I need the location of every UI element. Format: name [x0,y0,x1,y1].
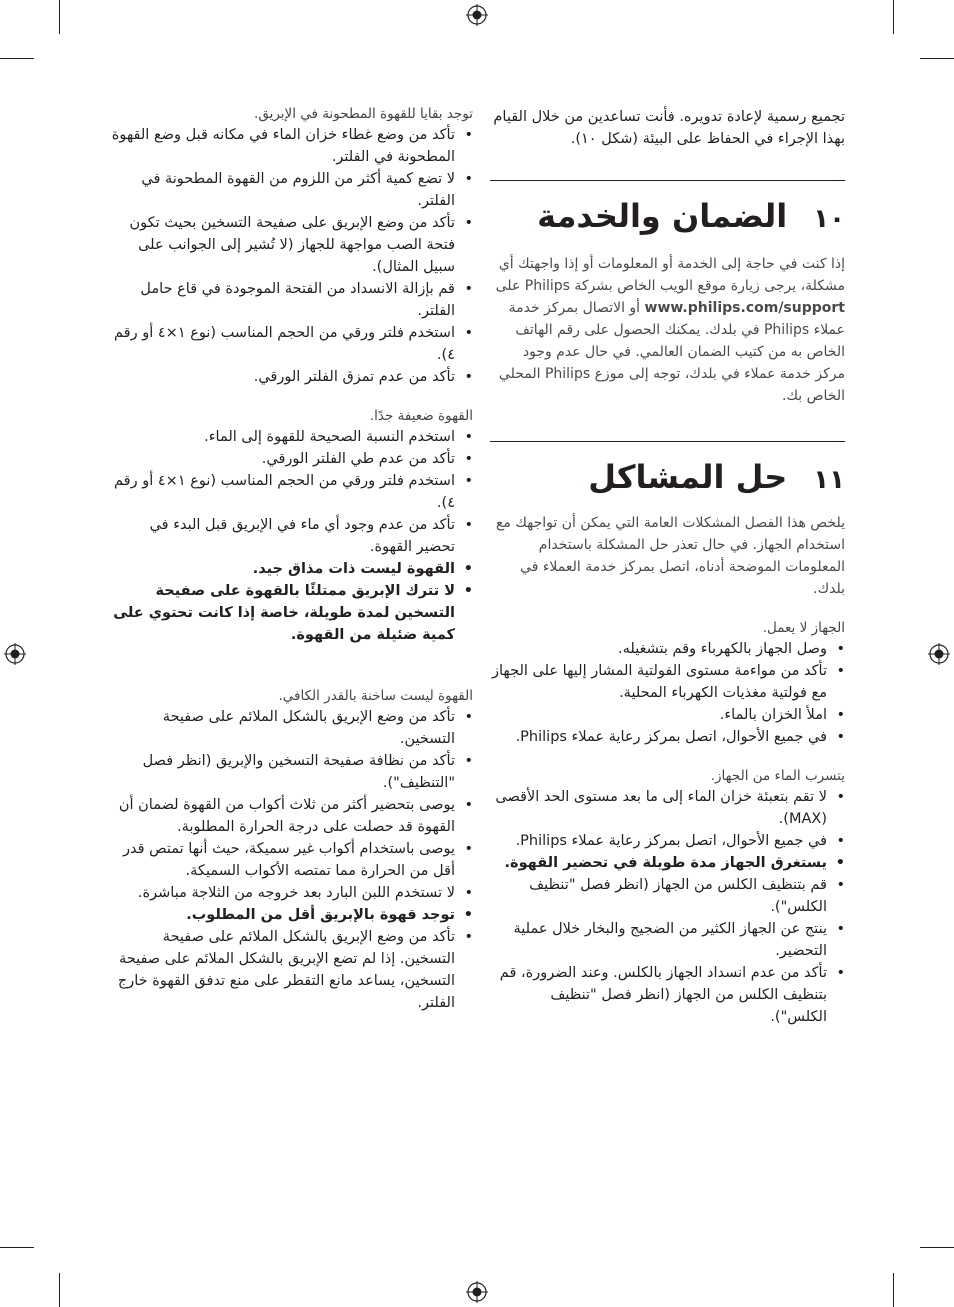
list-item: • يوصى بتحضير أكثر من ثلاث أكواب من القهوة لضمان أن القهوة قد حصلت على درجة الحرارة المطلوبة. [107,794,473,838]
list-item: • لا تقم بتعبئة خزان الماء إلى ما بعد مستوى الحد الأقصى (MAX). [490,786,845,830]
bullet-list [107,426,473,646]
crop-mark [893,1273,894,1307]
bullet-list [490,638,845,748]
bullet-list [107,706,473,1014]
registration-mark-icon [4,643,26,665]
section-number: ١١ [813,465,845,495]
registration-mark-icon [928,643,950,665]
list-item: • قم بتنظيف الكلس من الجهاز (انظر فصل "تنظيف الكلس"). [490,874,845,918]
left-column [107,104,473,1014]
bullet-list [107,124,473,388]
list-item: • استخدم النسبة الصحيحة للقهوة إلى الماء. [107,426,473,448]
list-item: • في جميع الأحوال، اتصل بمركز رعاية عملاء Philips. [490,726,845,748]
list-item: • استخدم فلتر ورقي من الحجم المناسب (نوع ١×٤ أو رقم ٤). [107,322,473,366]
list-item: • لا تترك الإبريق ممتلئًا بالقهوة على صفيحة التسخين لمدة طويلة، خاصة إذا كانت تحتوي على كمية ضئيلة من القهوة. [107,580,473,646]
list-item: • يستغرق الجهاز مدة طويلة في تحضير القهوة. [490,852,845,874]
registration-mark-icon [466,4,488,26]
list-item: • تأكد من عدم انسداد الجهاز بالكلس. وعند الضرورة، قم بتنظيف الكلس من الجهاز (انظر فصل "تنظيف الكلس"). [490,962,845,1028]
list-item: • استخدم فلتر ورقي من الحجم المناسب (نوع ١×٤ أو رقم ٤). [107,470,473,514]
crop-mark [59,1273,60,1307]
section-divider [490,180,845,181]
group-title: الجهاز لا يعمل. [762,620,845,636]
crop-mark [920,58,954,59]
group-title: القهوة ضعيفة جدًا. [369,408,473,424]
list-item: • ينتج عن الجهاز الكثير من الضجيج والبخار خلال عملية التحضير. [490,918,845,962]
list-item: • وصل الجهاز بالكهرباء وقم بتشغيله. [490,638,845,660]
list-item: • تأكد من وضع الإبريق بالشكل الملائم على صفيحة التسخين. إذا لم تضع الإبريق بالشكل الملائم على صفيحة التسخين، يساعد مانع التقطر على منع تدفق القهوة خارج الفلتر. [107,926,473,1014]
crop-mark [0,1247,34,1248]
section-heading-troubleshooting [490,458,845,496]
section-title: حل المشاكل [588,458,788,496]
section-divider [490,441,845,442]
list-item: • املأ الخزان بالماء. [490,704,845,726]
list-item: • تأكد من مواءمة مستوى الفولتية المشار إليها على الجهاز مع فولتية مغذيات الكهرباء المحلية. [490,660,845,704]
warranty-paragraph: إذا كنت في حاجة إلى الخدمة أو المعلومات أو إذا واجهتك أي مشكلة، يرجى زيارة موقع الويب الخاص بشركة Philips على www.philips.com/support أو الاتصال بمركز خدمة عملاء Philips في بلدك. يمكنك الحصول على رقم الهاتف الخاص به من كتيب الضمان العالمي. في حال عدم وجود مركز خدمة عملاء في بلدك، توجه إلى موزع Philips المحلي الخاص بك. [495,256,845,404]
crop-mark [893,0,894,34]
list-item: • تأكد من وضع الإبريق بالشكل الملائم على صفيحة التسخين. [107,706,473,750]
group-title: يتسرب الماء من الجهاز. [710,768,845,784]
list-item: • تأكد من وضع غطاء خزان الماء في مكانه قبل وضع القهوة المطحونة في الفلتر. [107,124,473,168]
section-heading-warranty [490,197,845,235]
right-column [490,106,845,1028]
list-item: • تأكد من عدم تمزق الفلتر الورقي. [107,366,473,388]
crop-mark [59,0,60,34]
list-item: • لا تستخدم اللبن البارد بعد خروجه من الثلاجة مباشرة. [107,882,473,904]
list-item: • تأكد من نظافة صفيحة التسخين والإبريق (انظر فصل "التنظيف"). [107,750,473,794]
support-url-link[interactable]: www.philips.com/support [644,300,845,316]
list-item: • تأكد من عدم وجود أي ماء في الإبريق قبل البدء في تحضير القهوة. [107,514,473,558]
section-number: ١٠ [813,204,845,234]
list-item: • تأكد من وضع الإبريق على صفيحة التسخين بحيث تكون فتحة الصب مواجهة للجهاز (لا تُشير إلى الجوانب على سبيل المثال). [107,212,473,278]
bullet-list [490,786,845,1028]
troubleshooting-intro: يلخص هذا الفصل المشكلات العامة التي يمكن أن تواجهك مع استخدام الجهاز. في حال تعذر حل المشكلة باستخدام المعلومات الموضحة أدناه، اتصل بمركز خدمة العملاء في بلدك. [495,515,845,597]
registration-mark-icon [466,1281,488,1303]
list-item: • قم بإزالة الانسداد من الفتحة الموجودة في قاع حامل الفلتر. [107,278,473,322]
recycle-paragraph: تجميع رسمية لإعادة تدويره. فأنت تساعدين من خلال القيام بهذا الإجراء في الحفاظ على البيئة (شكل ١٠). [493,109,845,147]
group-title: توجد بقايا للقهوة المطحونة في الإبريق. [254,106,473,122]
list-item: • في جميع الأحوال، اتصل بمركز رعاية عملاء Philips. [490,830,845,852]
list-item: • تأكد من عدم طي الفلتر الورقي. [107,448,473,470]
list-item: • لا تضع كمية أكثر من اللزوم من القهوة المطحونة في الفلتر. [107,168,473,212]
list-item: • توجد قهوة بالإبريق أقل من المطلوب. [107,904,473,926]
crop-mark [0,58,34,59]
list-item: • يوصى باستخدام أكواب غير سميكة، حيث أنها تمتص قدر أقل من الحرارة مما تمتصه الأكواب السميكة. [107,838,473,882]
crop-mark [920,1247,954,1248]
section-title: الضمان والخدمة [537,197,788,235]
group-title: القهوة ليست ساخنة بالقدر الكافي. [278,688,473,704]
list-item: • القهوة ليست ذات مذاق جيد. [107,558,473,580]
